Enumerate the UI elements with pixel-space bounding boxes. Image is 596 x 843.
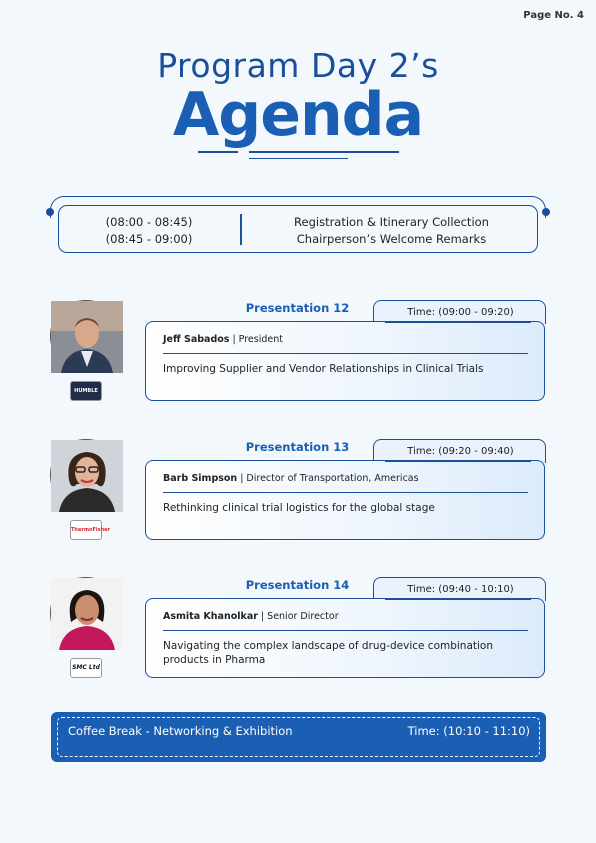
page-number: Page No. 4 — [523, 10, 584, 21]
bracket-dot-right — [542, 208, 550, 216]
presentation-block — [0, 300, 596, 420]
opening-time-1: (08:00 - 08:45) — [105, 215, 193, 229]
presentation-card — [145, 321, 545, 401]
card-divider — [163, 630, 528, 631]
presentation-block — [0, 439, 596, 559]
speaker-photo-asmita-khanolkar — [50, 577, 122, 649]
company-logo-smc: SMC Ltd — [70, 658, 102, 678]
presentation-topic: Navigating the complex landscape of drug-device combination products in Pharma — [163, 640, 494, 666]
opening-session-box — [58, 205, 538, 253]
page-title-line1: Program Day 2’s — [157, 46, 439, 85]
presentation-card — [145, 598, 545, 678]
bracket-dot-left — [46, 208, 54, 216]
speaker-role: | President — [229, 334, 283, 345]
title-underline-mid — [249, 151, 399, 153]
presentation-topic: Improving Supplier and Vendor Relationships in Clinical Trials — [163, 363, 484, 375]
speaker-line — [163, 334, 283, 345]
card-divider — [163, 492, 528, 493]
speaker-name: Asmita Khanolkar — [163, 611, 258, 622]
title-underline-short — [249, 158, 348, 159]
opening-time-2: (08:45 - 09:00) — [105, 232, 193, 246]
card-divider — [163, 353, 528, 354]
presentation-time: Time: (09:00 - 09:20) — [407, 307, 514, 318]
speaker-photo-jeff-sabados — [50, 300, 122, 372]
speaker-line — [163, 473, 419, 484]
speaker-line — [163, 611, 339, 622]
speaker-name: Jeff Sabados — [163, 334, 230, 345]
speaker-role: | Director of Transportation, Americas — [237, 473, 419, 484]
title-underline-left — [198, 151, 238, 153]
coffee-break-banner — [51, 712, 546, 762]
presentation-label: Presentation 14 — [245, 578, 350, 592]
tab-underline — [385, 599, 531, 600]
company-logo-thermofisher: ThermoFisher — [70, 520, 102, 540]
company-logo-humble: HUMBLE — [70, 381, 102, 401]
coffee-break-time: Time: (10:10 - 11:10) — [407, 724, 530, 738]
page-title-agenda: Agenda — [172, 80, 424, 150]
opening-times — [59, 214, 239, 248]
tab-underline — [385, 461, 531, 462]
opening-item-1: Registration & Itinerary Collection — [294, 215, 489, 229]
presentation-card — [145, 460, 545, 540]
presentation-label: Presentation 12 — [245, 301, 350, 315]
tab-underline — [385, 322, 531, 323]
presentation-block — [0, 577, 596, 697]
opening-divider — [240, 214, 242, 245]
presentation-label: Presentation 13 — [245, 440, 350, 454]
opening-items — [244, 214, 539, 248]
speaker-role: | Senior Director — [257, 611, 339, 622]
speaker-name: Barb Simpson — [163, 473, 238, 484]
coffee-break-label: Coffee Break - Networking & Exhibition — [68, 724, 293, 738]
presentation-time: Time: (09:40 - 10:10) — [407, 584, 514, 595]
presentation-time: Time: (09:20 - 09:40) — [407, 446, 514, 457]
opening-item-2: Chairperson’s Welcome Remarks — [296, 232, 487, 246]
speaker-photo-barb-simpson — [50, 439, 122, 511]
presentation-topic: Rethinking clinical trial logistics for the global stage — [163, 502, 435, 514]
